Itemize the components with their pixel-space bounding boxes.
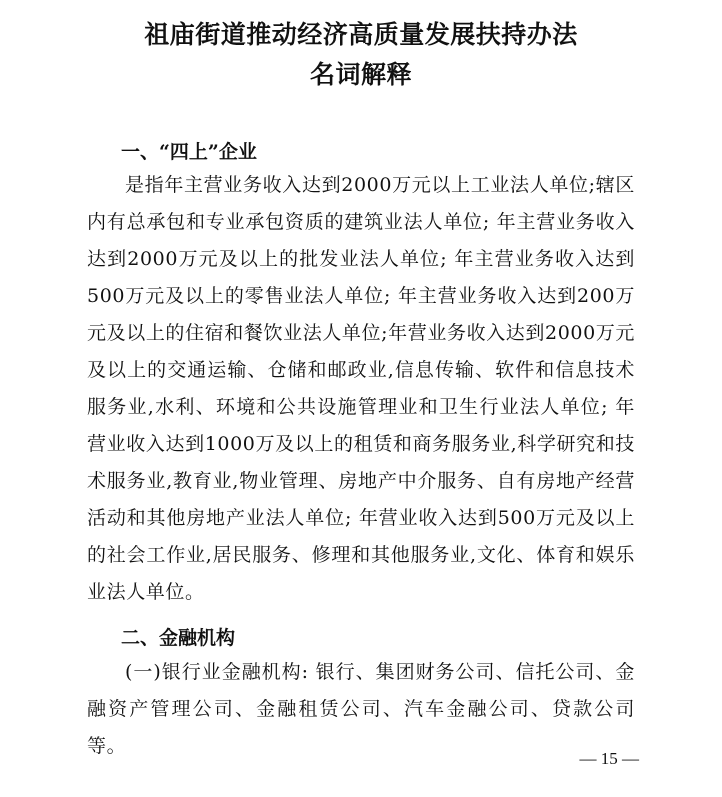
document-title: 祖庙街道推动经济高质量发展扶持办法 xyxy=(144,20,578,49)
section-paragraph-financial-institutions: (一)银行业金融机构: 银行、集团财务公司、信托公司、金融资产管理公司、金融租赁公司、汽车金融公司、贷款公司等。 xyxy=(87,661,635,757)
section-paragraph-four-above-enterprises: 是指年主营业务收入达到2000万元以上工业法人单位;辖区内有总承包和专业承包资质的建筑业法人单位; 年主营业务收入达到2000万元及以上的批发业法人单位; 年主营业务收入达到500万元及以上的零售业法人单位; 年主营业务收入达到200万元及以上的住宿和餐饮业法人单位;年营业务收入达到2000万元及以上的交通运输、仓储和邮政业,信息传输、软件和信息技术服务业,水利、环境和公共设施管理业和卫生行业法人单位; 年营业收入达到1000万及以上的租赁和商务服务业,科学研究和技术服务业,教育业,物业管理、房地产中介服务、自有房地产经营活动和其他房地产业法人单位; 年营业收入达到500万元及以上的社会工作业,居民服务、修理和其他服务业,文化、体育和娱乐业法人单位。 xyxy=(87,174,635,603)
section-heading-four-above-enterprises: 一、“四上”企业 xyxy=(121,141,257,163)
document-subtitle: 名词解释 xyxy=(309,60,412,89)
section-heading-financial-institutions: 二、金融机构 xyxy=(121,627,236,649)
page-number: — 15 — xyxy=(579,749,639,768)
